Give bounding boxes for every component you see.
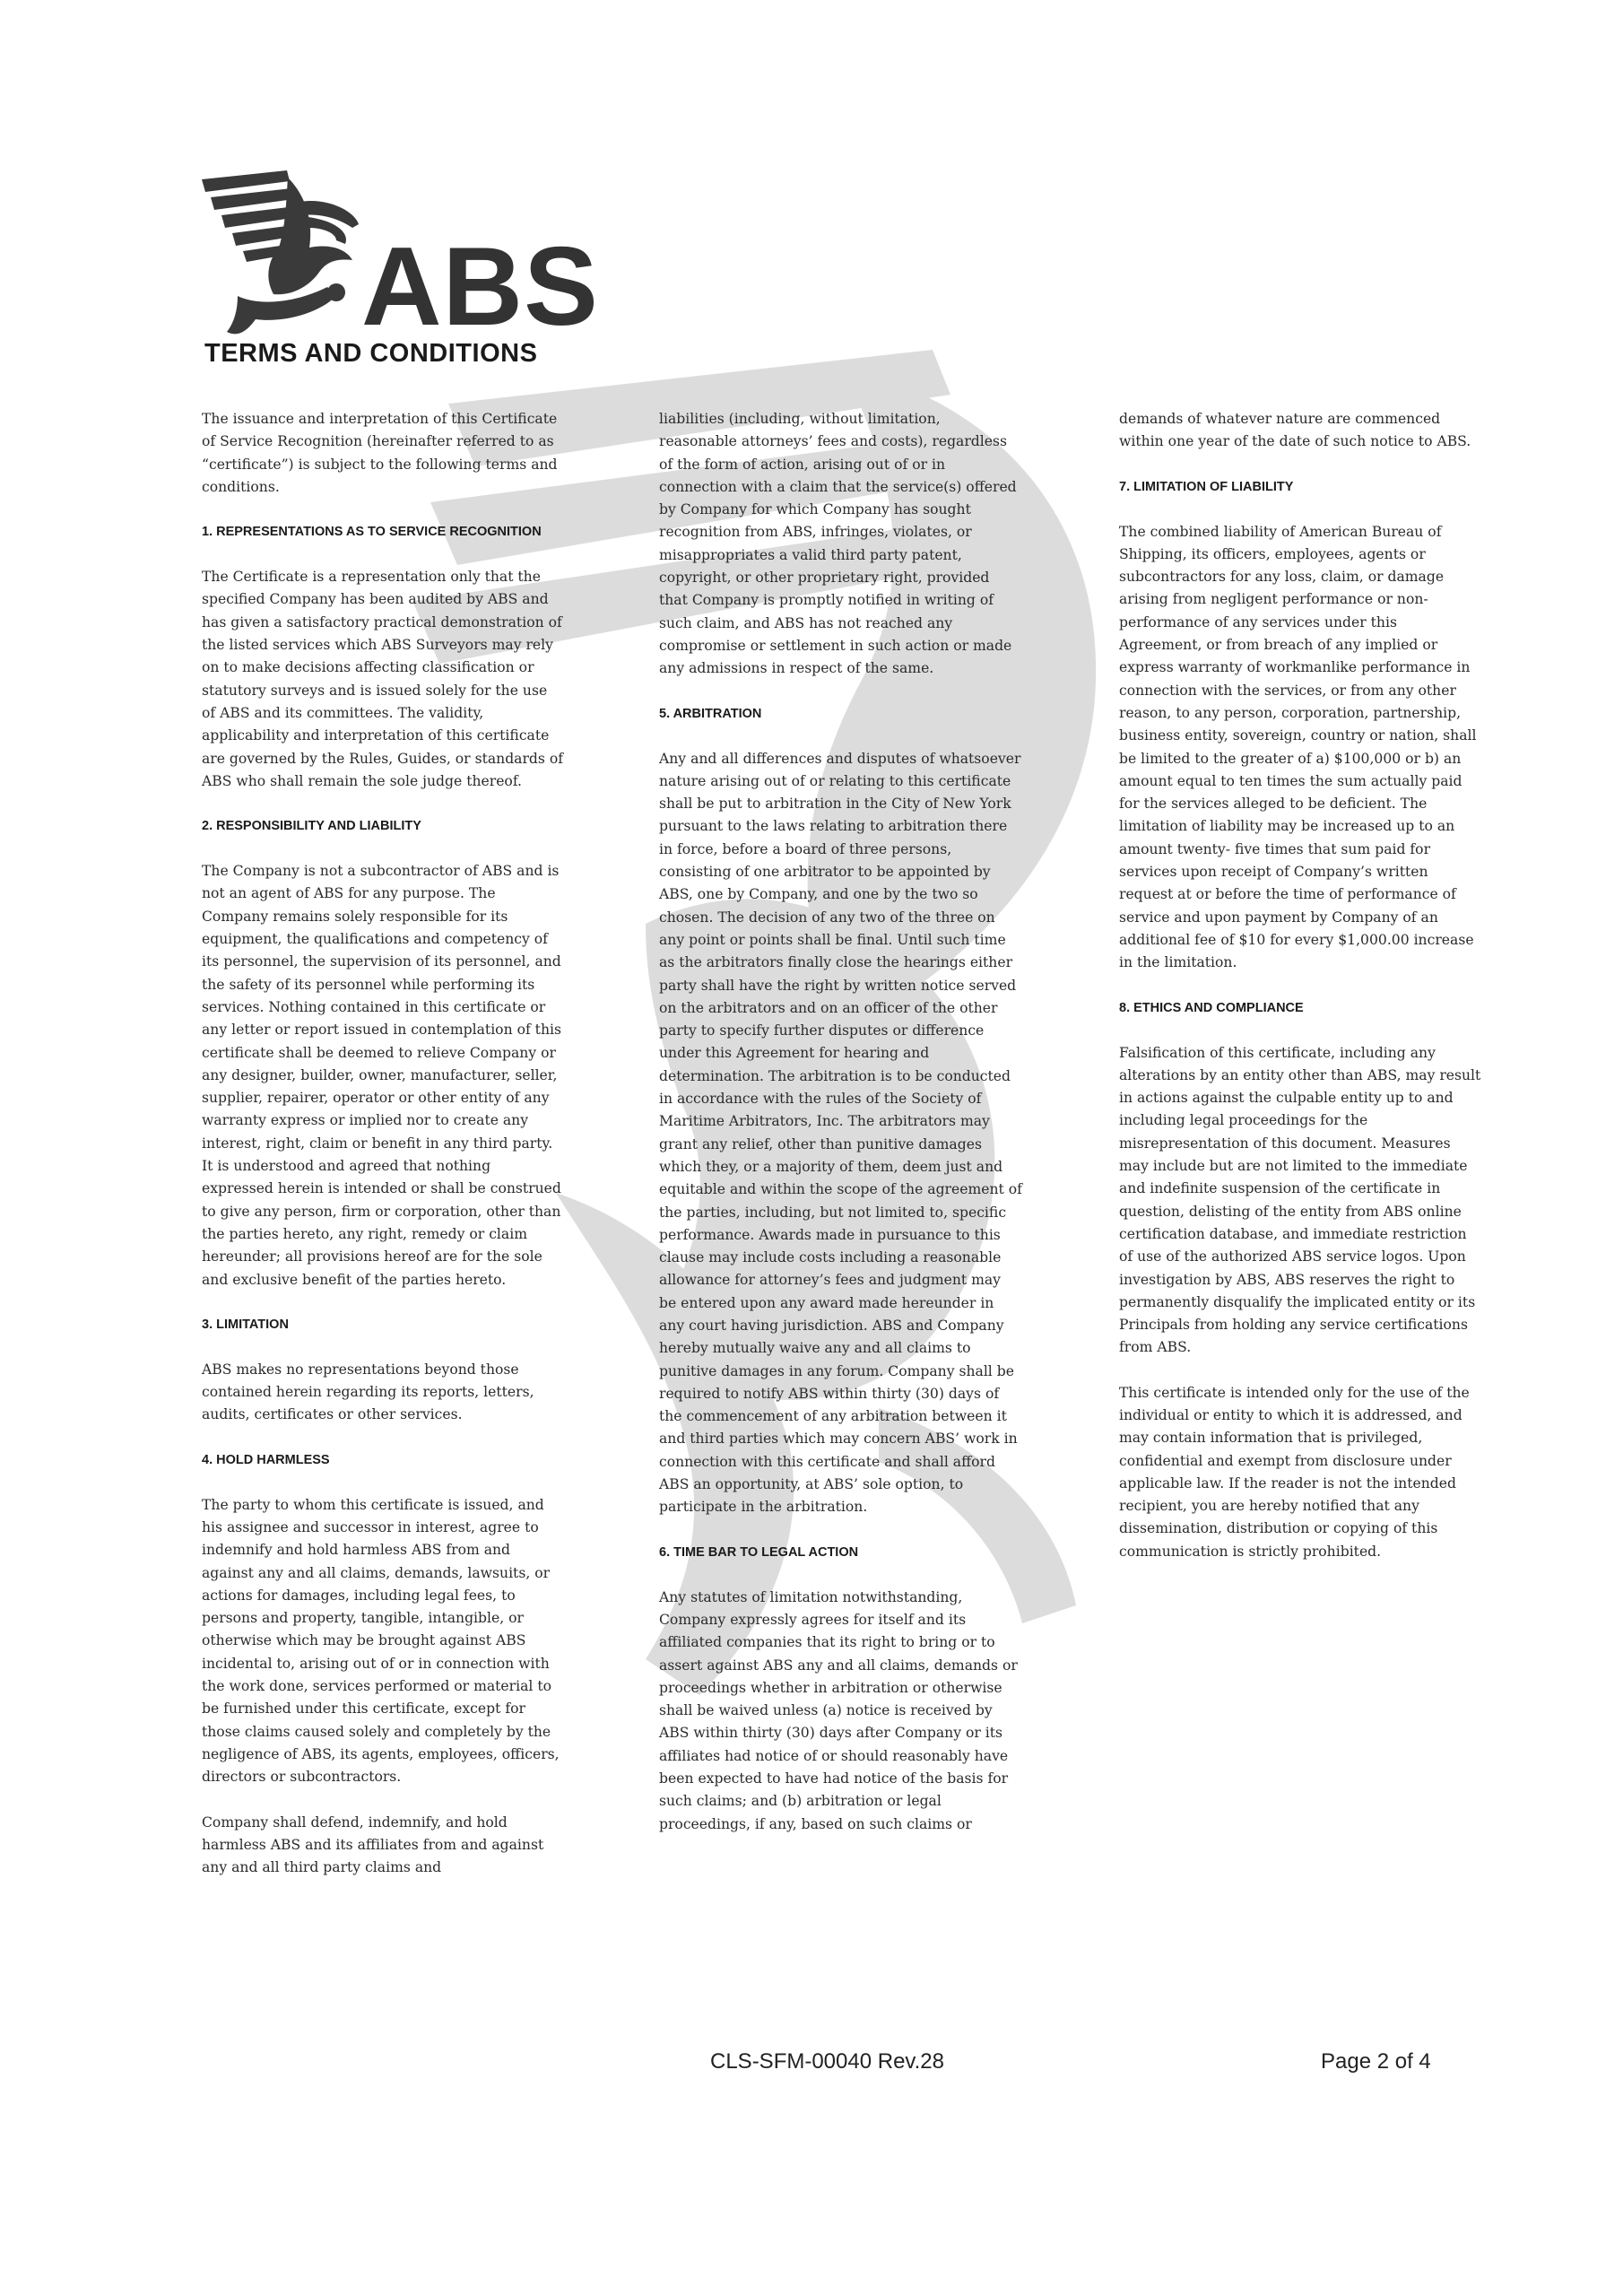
text-column-3	[1119, 408, 1482, 1586]
section-4-continued-paragraph: liabilities (including, without limitation, reasonable attorneys’ fees and costs), regardless of the form of action, arising out of or in connection with a claim that the service(s) offered by Company for which Company has sought recognition from ABS, infringes, violates, or misappropriates a valid third party patent, copyright, or other proprietary right, provided that Company is promptly notified in writing of such claim, and ABS has not reached any compromise or settlement in such action or made any admissions in respect of the same.	[659, 411, 1017, 677]
section-heading-3: 3. LIMITATION	[202, 1317, 289, 1332]
page-title: TERMS AND CONDITIONS	[204, 339, 538, 368]
confidentiality-paragraph: This certificate is intended only for the use of the individual or entity to which it is addressed, and may contain information that is privileged, confidential and exempt from disclosure under applicable law. If the reader is not the intended recipient, you are hereby notified that any dissemination, distribution or copying of this communication is strictly prohibited.	[1119, 1384, 1470, 1560]
section-heading-2: 2. RESPONSIBILITY AND LIABILITY	[202, 819, 421, 834]
section-1-paragraph: The Certificate is a representation only that the specified Company has been audited by ABS and has given a satisfactory practical demonstration of the listed services which ABS Surveyors may rely on to make decisions affecting classification or statutory surveys and is issued solely for the use of ABS and its committees. The validity, applicability and interpretation of this certificate are governed by the Rules, Guides, or standards of ABS who shall remain the sole judge thereof.	[202, 569, 564, 789]
section-5-paragraph: Any and all differences and disputes of whatsoever nature arising out of or relating to this certificate shall be put to arbitration in the City of New York pursuant to the laws relating to arbitration there in force, before a board of three persons, consisting of one arbitrator to be appointed by ABS, one by Company, and one by the two so chosen. The decision of any two of the three on any point or points shall be final. Until such time as the arbitrators finally close the hearings either party shall have the right by written notice served on the arbitrators and on an officer of the other party to specify further disputes or difference under this Agreement for hearing and determination. The arbitration is to be conducted in accordance with the rules of the Society of Maritime Arbitrators, Inc. The arbitrators may grant any relief, other than punitive damages which they, or a majority of them, deem just and equitable and within the scope of the agreement of the parties, including, but not limited to, specific performance. Awards made in pursuance to this clause may include costs including a reasonable allowance for attorney’s fees and judgment may be entered upon any award made hereunder in any court having jurisdiction. ABS and Company hereby mutually waive any and all claims to punitive damages in any forum. Company shall be required to notify ABS within thirty (30) days of the commencement of any arbitration between it and third parties which may concern ABS’ work in connection with this certificate and shall afford ABS an opportunity, at ABS’ sole option, to participate in the arbitration.	[659, 750, 1022, 1516]
section-2-paragraph: The Company is not a subcontractor of ABS and is not an agent of ABS for any purpose. The Company remains solely responsible for its equipment, the qualifications and competency of its personnel, the supervision of its personnel, and the safety of its personnel while performing its services. Nothing contained in this certificate or any letter or report issued in contemplation of this certificate shall be deemed to relieve Company or any designer, builder, owner, manufacturer, seller, supplier, repairer, operator or other entity of any warranty express or implied nor to create any interest, right, claim or benefit in any third party. It is understood and agreed that nothing expressed herein is intended or shall be construed to give any person, firm or corporation, other than the parties hereto, any right, remedy or claim hereunder; all provisions hereof are for the sole and exclusive benefit of the parties hereto.	[202, 863, 561, 1288]
section-heading-4: 4. HOLD HARMLESS	[202, 1452, 330, 1467]
text-column-1	[202, 408, 565, 1901]
text-column-2	[659, 408, 1022, 1858]
section-heading-8: 8. ETHICS AND COMPLIANCE	[1119, 1000, 1304, 1015]
section-7-paragraph: The combined liability of American Bureau of Shipping, its officers, employees, agents or subcontractors for any loss, claim, or damage arising from negligent performance or non-performance of any services under this Agreement, or from breach of any implied or express warranty of workmanlike performance in connection with the services, or from any other reason, to any person, corporation, partnership, business entity, sovereign, country or nation, shall be limited to the greater of a) $100,000 or b) an amount equal to ten times the sum actually paid for the services alleged to be deficient. The limitation of liability may be increased up to an amount twenty- five times that sum paid for services upon receipt of Company’s written request at or before the time of performance of service and upon payment by Company of an additional fee of $10 for every $1,000.00 increase in the limitation.	[1119, 523, 1477, 971]
section-heading-1: 1. REPRESENTATIONS AS TO SERVICE RECOGNITION	[202, 525, 542, 540]
section-6-paragraph: Any statutes of limitation notwithstanding, Company expressly agrees for itself and its affiliated companies that its right to bring or to assert against ABS any and all claims, demands or proceedings whether in arbitration or otherwise shall be waived unless (a) notice is received by ABS within thirty (30) days after Company or its affiliates had notice of or should reasonably have been expected to have had notice of the basis for such claims; and (b) arbitration or legal proceedings, if any, based on such claims or	[659, 1588, 1018, 1832]
abs-wordmark: ABS	[361, 225, 599, 349]
section-4-paragraph-2: Company shall defend, indemnify, and hold harmless ABS and its affiliates from and against any and all third party claims and	[202, 1813, 544, 1876]
section-heading-6: 6. TIME BAR TO LEGAL ACTION	[659, 1544, 859, 1560]
page-number: Page 2 of 4	[1321, 2049, 1431, 2074]
intro-paragraph: The issuance and interpretation of this Certificate of Service Recognition (hereinafter referred to as “certificate”) is subject to the following terms and conditions.	[202, 411, 558, 495]
section-3-paragraph: ABS makes no representations beyond those contained herein regarding its reports, letters, audits, certificates or other services.	[202, 1361, 534, 1423]
section-heading-5: 5. ARBITRATION	[659, 706, 762, 721]
section-4-paragraph: The party to whom this certificate is issued, and his assignee and successor in interest, agree to indemnify and hold harmless ABS from and against any and all claims, demands, lawsuits, or actions for damages, including legal fees, to persons and property, tangible, intangible, or otherwise which may be brought against ABS incidental to, arising out of or in connection with the work done, services performed or material to be furnished under this certificate, except for those claims caused solely and completely by the negligence of ABS, its agents, employees, officers, directors or subcontractors.	[202, 1496, 560, 1786]
document-code: CLS-SFM-00040 Rev.28	[710, 2049, 944, 2074]
eagle-icon	[202, 161, 363, 341]
section-heading-7: 7. LIMITATION OF LIABILITY	[1119, 479, 1294, 494]
abs-logo	[202, 161, 623, 350]
section-6-continued-paragraph: demands of whatever nature are commenced within one year of the date of such notice to ABS.	[1119, 411, 1471, 450]
section-8-paragraph: Falsification of this certificate, including any alterations by an entity other than ABS, may result in actions against the culpable entity up to and including legal proceedings for the misrepresentation of this document. Measures may include but are not limited to the immediate and indefinite suspension of the certificate in question, delisting of the entity from ABS online certification database, and immediate restriction of use of the authorized ABS service logos. Upon investigation by ABS, ABS reserves the right to permanently disqualify the implicated entity or its Principals from holding any service certifications from ABS.	[1119, 1044, 1481, 1356]
